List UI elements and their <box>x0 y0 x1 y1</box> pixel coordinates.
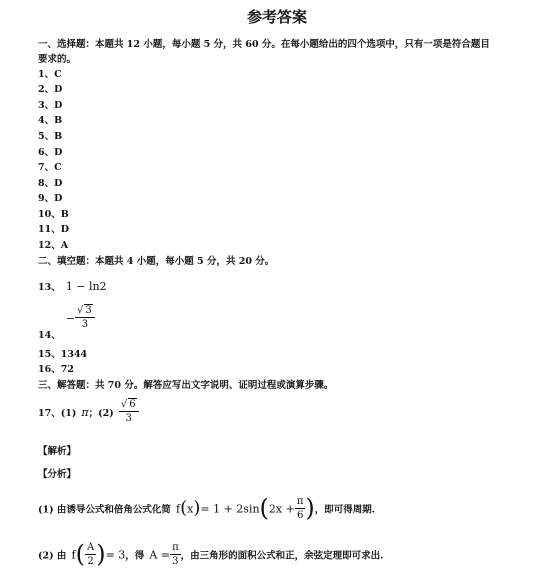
answer-13-label: 13、 <box>38 282 61 293</box>
answer-14-radicand: 3 <box>85 305 92 316</box>
part2-eq3: = 3 <box>105 548 126 562</box>
answer-17-radicand: 6 <box>129 399 136 410</box>
part1-suffix: ，即可得周期. <box>314 504 376 516</box>
part1-six: 6 <box>296 509 304 521</box>
answer-14-denominator: 3 <box>81 319 89 330</box>
part2-mid: ，得 <box>125 550 145 562</box>
part1-line: (1) 由诱导公式和倍角公式化简 f(x)= 1 + 2sin(2x + $\frac{\pi}{6}$ )，即可得周期. <box>38 494 376 522</box>
part1-pi: π <box>296 495 304 507</box>
part1-fraction <box>295 495 306 522</box>
part1-eq: = 1 + 2sin <box>200 502 260 516</box>
part1-f: f <box>176 502 181 516</box>
section1-header-cont: 要求的。 <box>38 54 77 65</box>
part2-f: f <box>71 548 76 562</box>
page-title: 参考答案 <box>246 8 307 26</box>
answer-item: 12、A <box>38 240 69 251</box>
answer-item: 8、D <box>38 178 63 189</box>
part1-prefix: (1) 由诱导公式和倍角公式化简 <box>38 504 171 516</box>
part2-fraction-a <box>85 541 96 568</box>
answer-15: 15、1344 <box>38 349 88 360</box>
part2-a: A <box>86 541 95 553</box>
answer-17-sep: ；(2) <box>88 408 114 419</box>
answer-item: 5、B <box>38 131 63 142</box>
answer-item: 9、D <box>38 193 63 204</box>
answer-14-sign: − <box>65 312 76 325</box>
part2-prefix: (2) 由 <box>38 550 67 562</box>
answer-17-fraction: $\frac{√ 6}{3}$ <box>119 398 139 425</box>
section3-header: 三、解答题：共 70 分。解答应写出文字说明、证明过程或演算步骤。 <box>38 380 334 391</box>
answer-item: 3、D <box>38 100 63 111</box>
answer-item: 2、D <box>38 84 63 95</box>
analysis-heading: 【解析】 <box>38 446 77 457</box>
answer-16: 16、72 <box>38 364 74 375</box>
part1-x: x <box>187 502 194 516</box>
answer-13-expr: 1 − ln2 <box>65 280 107 293</box>
answer-17-denominator: 3 <box>125 413 132 424</box>
answer-item: 6、D <box>38 147 63 158</box>
part2-suffix: ，由三角形的面积公式和正，余弦定理即可求出. <box>180 550 384 562</box>
section1-header: 一、选择题：本题共 12 小题，每小题 5 分，共 60 分。在每小题给出的四个选项中，只有一项是符合题目 <box>38 39 490 50</box>
answer-17 <box>38 398 139 425</box>
part2-aeq: A = <box>149 548 171 562</box>
answer-14-fraction: $\frac{√ 3}{3}$ <box>75 304 95 331</box>
part2-pi: π <box>172 541 179 553</box>
part2-two: 2 <box>87 555 94 567</box>
part2-three: 3 <box>172 555 179 567</box>
answer-14-label: 14、 <box>38 330 61 341</box>
answer-item: 11、D <box>38 224 69 235</box>
part1-arg: 2x + <box>268 502 295 516</box>
answer-17-label: 17、(1) <box>38 408 77 419</box>
answer-14 <box>38 304 95 341</box>
part2-fraction-pi <box>170 541 181 568</box>
part2-line: (2) 由 f( $\frac{A}{2}$ )= 3，得 A = $\frac{\pi}{3}$ ，由三角形的面积公式和正，余弦定理即可求出. <box>38 540 384 568</box>
answer-17-pi: π <box>81 406 89 419</box>
answer-item: 4、B <box>38 115 63 126</box>
answer-item: 10、B <box>38 209 69 220</box>
outline-heading: 【分析】 <box>38 469 77 480</box>
answer-13 <box>38 275 107 294</box>
section2-header: 二、填空题：本题共 4 小题，每小题 5 分，共 20 分。 <box>38 256 275 267</box>
answer-item: 7、C <box>38 162 62 173</box>
answer-item: 1、C <box>38 69 62 80</box>
